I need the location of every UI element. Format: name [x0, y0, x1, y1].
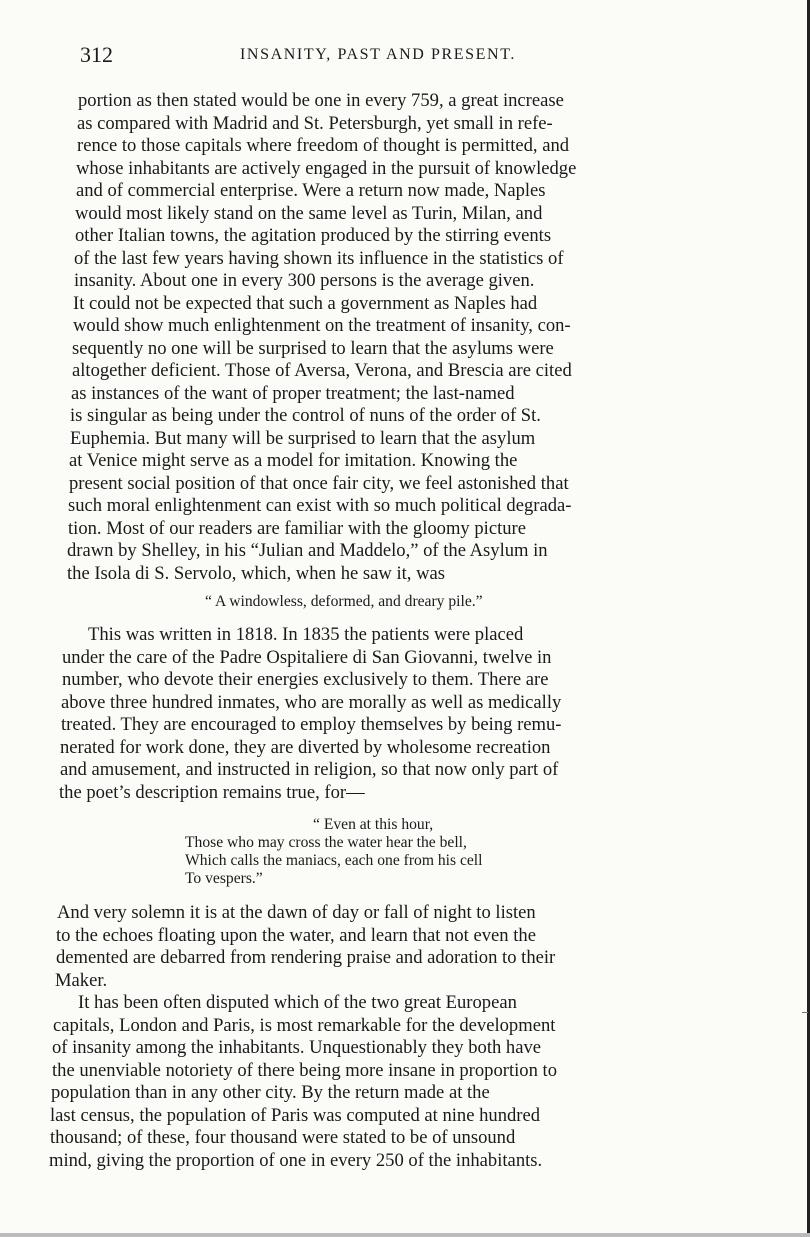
- text-line: present social position of that once fair city, we feel astonished that: [69, 472, 569, 494]
- page-bottom-edge: [0, 1233, 810, 1237]
- text-line: drawn by Shelley, in his “Julian and Maddelo,” of the Asylum in: [67, 540, 548, 561]
- text-line: and amusement, and instructed in religion, so that now only part of: [60, 759, 559, 780]
- text-line: population than in any other city. By the return made at the: [51, 1082, 490, 1103]
- text-line: and of commercial enterprise. Were a return now made, Naples: [76, 180, 546, 201]
- text-line: above three hundred inmates, who are morally as well as medically: [61, 691, 562, 713]
- text-line: It could not be expected that such a government as Naples had: [73, 292, 538, 314]
- verse-line: “ Even at this hour,: [313, 816, 434, 833]
- text-line: would show much enlightenment on the treatment of insanity, con-: [73, 315, 571, 336]
- page-header: [80, 42, 760, 72]
- text-line: at Venice might serve as a model for imitation. Knowing the: [69, 450, 518, 471]
- text-line: Maker.: [55, 969, 108, 991]
- verse-line: Those who may cross the water hear the bell,: [185, 834, 467, 851]
- verse-line: To vespers.”: [185, 870, 263, 887]
- text-line: demented are debarred from rendering praise and adoration to their: [56, 947, 556, 968]
- text-line: would most likely stand on the same level as Turin, Milan, and: [75, 202, 543, 224]
- text-line: whose inhabitants are actively engaged in the pursuit of knowledge: [76, 157, 577, 179]
- text-line: the poet’s description remains true, for—: [59, 781, 365, 803]
- text-line: sequently no one will be surprised to learn that the asylums were: [72, 337, 554, 359]
- text-line: under the care of the Padre Ospitaliere di San Giovanni, twelve in: [62, 646, 552, 668]
- text-line: And very solemn it is at the dawn of day or fall of night to listen: [57, 902, 536, 923]
- text-line: It has been often disputed which of the two great European: [78, 992, 517, 1013]
- text-line: tion. Most of our readers are familiar with the gloomy picture: [68, 517, 526, 539]
- text-line: the unenviable notoriety of there being more insane in proportion to: [52, 1059, 557, 1081]
- text-line: insanity. About one in every 300 persons is the average given.: [74, 270, 535, 291]
- text-line: altogether deficient. Those of Aversa, Verona, and Brescia are cited: [72, 360, 572, 381]
- text-line: rence to those capitals where freedom of thought is permitted, and: [77, 135, 570, 156]
- text-line: is singular as being under the control of nuns of the order of St.: [70, 405, 541, 426]
- text-line: thousand; of these, four thousand were stated to be of unsound: [50, 1127, 516, 1148]
- text-line: Euphemia. But many will be surprised to learn that the asylum: [70, 427, 536, 449]
- text-line: mind, giving the proportion of one in every 250 of the inhabitants.: [49, 1149, 543, 1171]
- text-line: number, who devote their energies exclusively to them. There are: [62, 669, 549, 690]
- text-line: to the echoes floating upon the water, and learn that not even the: [56, 924, 536, 946]
- text-line: the Isola di S. Servolo, which, when he saw it, was: [67, 562, 446, 584]
- text-line: capitals, London and Paris, is most remarkable for the development: [53, 1014, 556, 1036]
- text-line: as compared with Madrid and St. Petersburgh, yet small in refe-: [77, 112, 553, 134]
- text-line: as instances of the want of proper treatment; the last-named: [71, 382, 515, 404]
- block-quote-shelley: “ A windowless, deformed, and dreary pile.”: [205, 593, 483, 610]
- text-line: of the last few years having shown its influence in the statistics of: [74, 247, 564, 269]
- text-line: nerated for work done, they are diverted by wholesome recreation: [60, 736, 551, 758]
- text-line: last census, the population of Paris was computed at nine hundred: [50, 1104, 541, 1126]
- text-line: portion as then stated would be one in every 759, a great increase: [78, 90, 564, 111]
- text-line: of insanity among the inhabitants. Unquestionably they both have: [52, 1037, 542, 1058]
- text-line: other Italian towns, the agitation produced by the stirring events: [75, 225, 552, 246]
- text-line: such moral enlightenment can exist with so much political degrada-: [68, 495, 572, 516]
- page-number: 312: [80, 42, 113, 67]
- text-line: This was written in 1818. In 1835 the patients were placed: [88, 624, 524, 645]
- text-line: treated. They are encouraged to employ themselves by being remu-: [61, 714, 562, 735]
- margin-mark: [802, 1012, 808, 1013]
- verse-line: Which calls the maniacs, each one from his cell: [185, 852, 483, 869]
- running-title: INSANITY, PAST AND PRESENT.: [240, 46, 516, 63]
